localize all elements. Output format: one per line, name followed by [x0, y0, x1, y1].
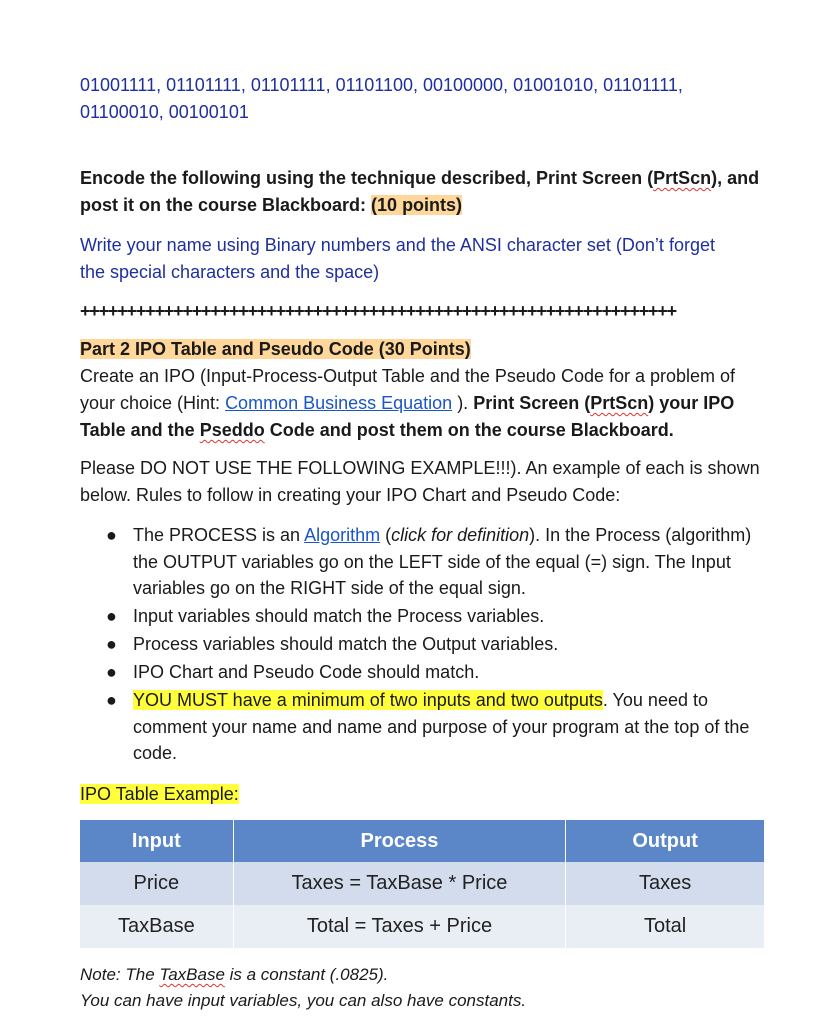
- points-badge: (10 points): [371, 195, 463, 215]
- cell-input: TaxBase: [80, 905, 233, 948]
- rule-item: ● IPO Chart and Pseudo Code should match.: [80, 659, 770, 686]
- part2-heading: Part 2 IPO Table and Pseudo Code (30 Points): [80, 339, 471, 359]
- bullet-icon: ●: [106, 606, 117, 626]
- ipo-header-row: [80, 820, 764, 862]
- bullet-icon: ●: [106, 662, 117, 682]
- cell-input: Price: [80, 862, 233, 905]
- rules-list: [80, 522, 770, 768]
- table-row: [80, 905, 764, 948]
- table-row: [80, 862, 764, 905]
- rule-item: ● The PROCESS is an Algorithm (click for definition). In the Process (algorithm) the OUTPUT variables go on the LEFT side of the equal (=) sign. The Input variables go on the RIGHT side of the equal sign.: [80, 522, 770, 602]
- algorithm-link[interactable]: Algorithm: [304, 525, 381, 545]
- binary-line-1: 01001111, 01101111, 01101111, 01101100, 00100000, 01001010, 01101111,: [80, 75, 683, 95]
- separator-line: ++++++++++++++++++++++++++++++++++++++++++++++++++++++++++++++++: [80, 301, 676, 321]
- cell-process: Total = Taxes + Price: [233, 905, 566, 948]
- bullet-icon: ●: [106, 690, 117, 710]
- rule-item: ● Input variables should match the Process variables.: [80, 603, 770, 630]
- header-output: Output: [566, 820, 764, 862]
- bullet-icon: ●: [106, 525, 117, 545]
- binary-encoded-text: [80, 72, 770, 126]
- please-note: Please DO NOT USE THE FOLLOWING EXAMPLE!!!). An example of each is shown below. Rules to follow in creating your IPO Chart and Pseudo Code:: [80, 458, 760, 505]
- write-name-instruction: Write your name using Binary numbers and the ANSI character set (Don’t forget the special characters and the space): [80, 235, 715, 282]
- ipo-example-label: IPO Table Example:: [80, 784, 239, 804]
- ipo-table: [80, 820, 764, 948]
- note-section: Note: The TaxBase is a constant (.0825). You can have input variables, you can also have constants.: [80, 965, 527, 1010]
- cell-output: Taxes: [566, 862, 764, 905]
- cell-output: Total: [566, 905, 764, 948]
- rule-item: ● Process variables should match the Output variables.: [80, 631, 770, 658]
- part2-section: Part 2 IPO Table and Pseudo Code (30 Points) Create an IPO (Input-Process-Output Table and the Pseudo Code for a problem of your choice (Hint: Common Business Equation ). Print Screen (PrtScn) your IPO Table and the Pseddo Code and post them on the course Blackboard.: [80, 339, 736, 440]
- cell-process: Taxes = TaxBase * Price: [233, 862, 566, 905]
- header-process: Process: [233, 820, 566, 862]
- bullet-icon: ●: [106, 634, 117, 654]
- common-business-equation-link[interactable]: Common Business Equation: [225, 393, 453, 413]
- encode-instruction: Encode the following using the technique described, Print Screen (PrtScn), and post it on the course Blackboard: (10 points): [80, 168, 760, 215]
- header-input: Input: [80, 820, 233, 862]
- binary-line-2: 01100010, 00100101: [80, 102, 249, 122]
- rule-item: ● YOU MUST have a minimum of two inputs and two outputs. You need to comment your name and name and purpose of your program at the top of the code.: [80, 687, 770, 767]
